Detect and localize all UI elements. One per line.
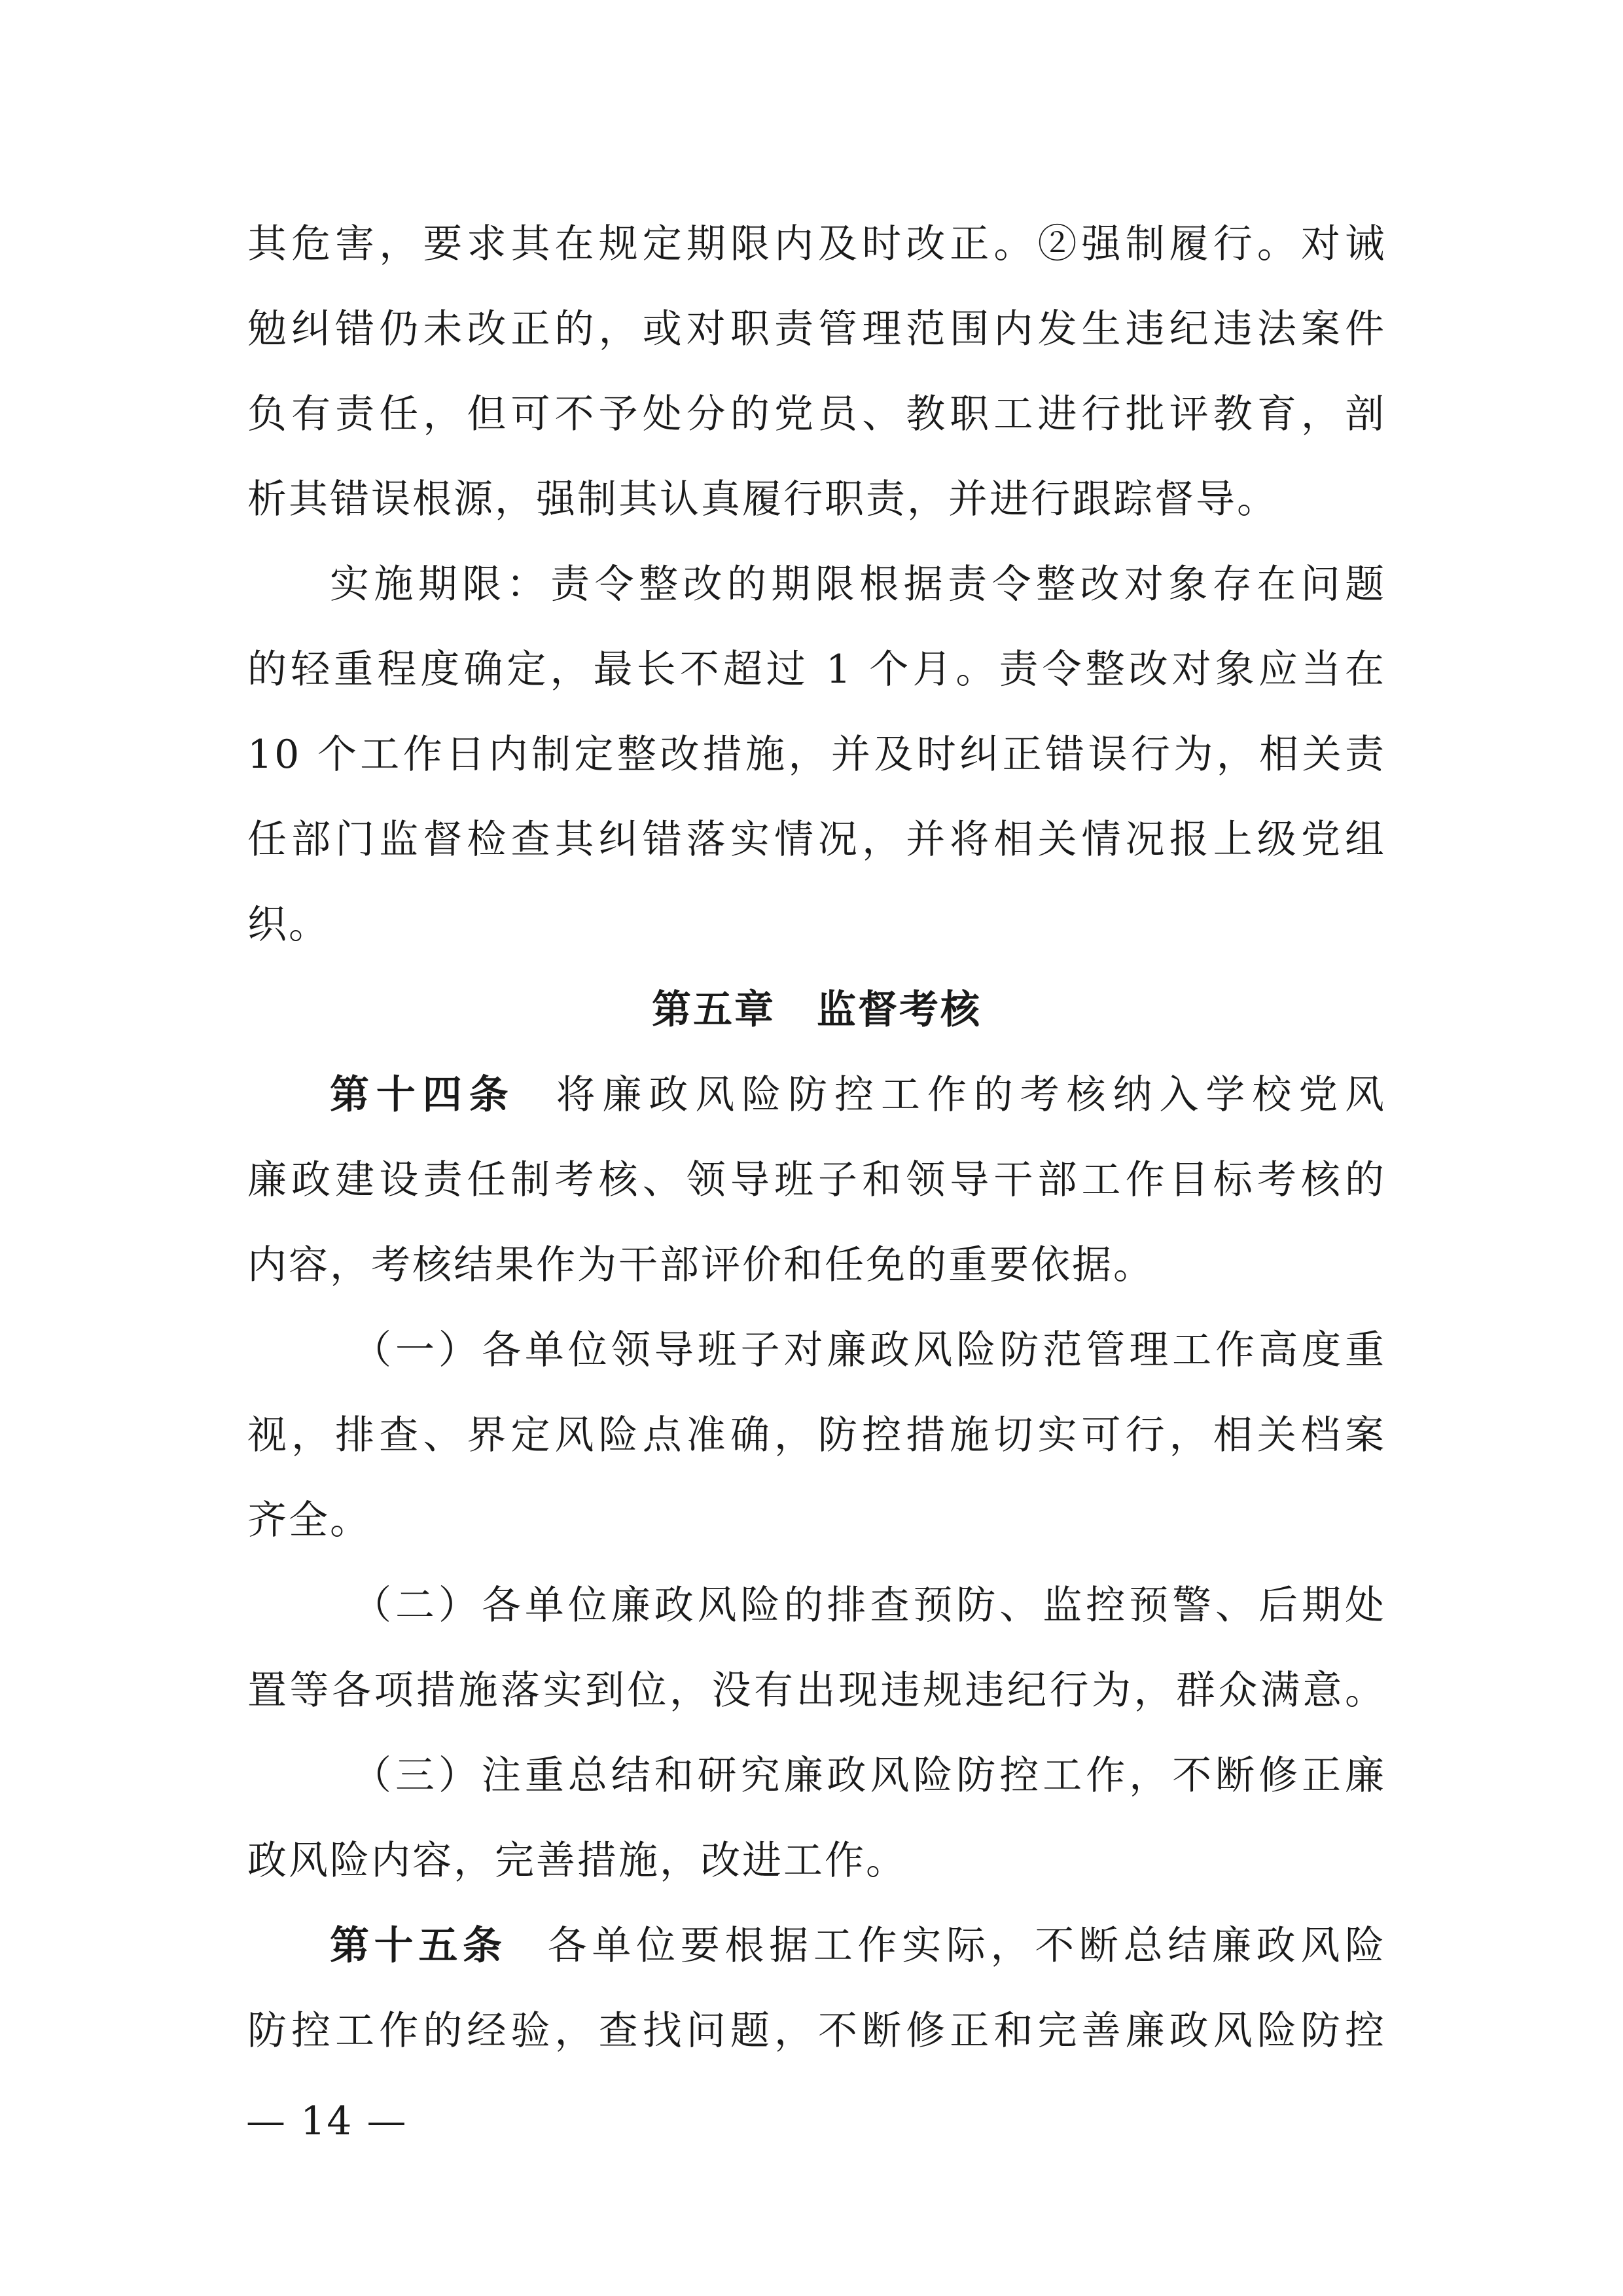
text-line: 内容，考核结果作为干部评价和任免的重要依据。: [247, 1242, 1154, 1288]
list-item-1: [247, 1308, 1386, 1563]
text-line: 10 个工作日内制定整改措施，并及时纠正错误行为，相关责: [247, 732, 1386, 778]
article-text: 将廉政风险防控工作的考核纳入学校党风: [556, 1072, 1387, 1118]
text-line: 防控工作的经验，查找问题，不断修正和完善廉政风险防控: [247, 2008, 1386, 2054]
text-line: 齐全。: [247, 1498, 371, 1543]
article-label: 第十五条: [330, 1923, 507, 1969]
text-line: 的轻重程度确定，最长不超过 1 个月。责令整改对象应当在: [247, 647, 1386, 692]
text-line: [247, 1903, 1386, 1988]
text-line: 政风险内容，完善措施，改进工作。: [247, 1838, 907, 1884]
text-line: 视，排查、界定风险点准确，防控措施切实可行，相关档案: [247, 1412, 1386, 1458]
text-line: （一）各单位领导班子对廉政风险防范管理工作高度重: [352, 1327, 1386, 1373]
article-15: [247, 1903, 1386, 2073]
text-line: （二）各单位廉政风险的排查预防、监控预警、后期处: [352, 1583, 1386, 1628]
text-line: 廉政建设责任制考核、领导班子和领导干部工作目标考核的: [247, 1157, 1386, 1203]
text-line: 析其错误根源，强制其认真履行职责，并进行跟踪督导。: [247, 476, 1278, 522]
page-number: — 14 —: [246, 2098, 408, 2144]
list-item-2: [247, 1563, 1386, 1733]
paragraph-continuation: [247, 202, 1386, 542]
text-line: 置等各项措施落实到位，没有出现违规违纪行为，群众满意。: [247, 1668, 1386, 1713]
article-label: 第十四条: [330, 1072, 516, 1118]
text-line: （三）注重总结和研究廉政风险防控工作，不断修正廉: [352, 1753, 1386, 1799]
text-line: 织。: [247, 902, 330, 948]
text-line: 勉纠错仍未改正的，或对职责管理范围内发生违纪违法案件: [247, 306, 1386, 352]
text-line: 实施期限：责令整改的期限根据责令整改对象存在问题: [330, 562, 1386, 607]
paragraph-implementation-period: [247, 542, 1386, 967]
article-text: 各单位要根据工作实际，不断总结廉政风险: [547, 1923, 1387, 1969]
article-14: [247, 1052, 1386, 1308]
text-line: [247, 1052, 1386, 1138]
text-line: 负有责任，但可不予处分的党员、教职工进行批评教育，剖: [247, 391, 1386, 437]
text-line: 任部门监督检查其纠错落实情况，并将相关情况报上级党组: [247, 817, 1386, 863]
text-line: 其危害，要求其在规定期限内及时改正。②强制履行。对诫: [247, 221, 1386, 267]
list-item-3: [247, 1733, 1386, 1903]
chapter-heading: 第五章 监督考核: [652, 987, 982, 1033]
